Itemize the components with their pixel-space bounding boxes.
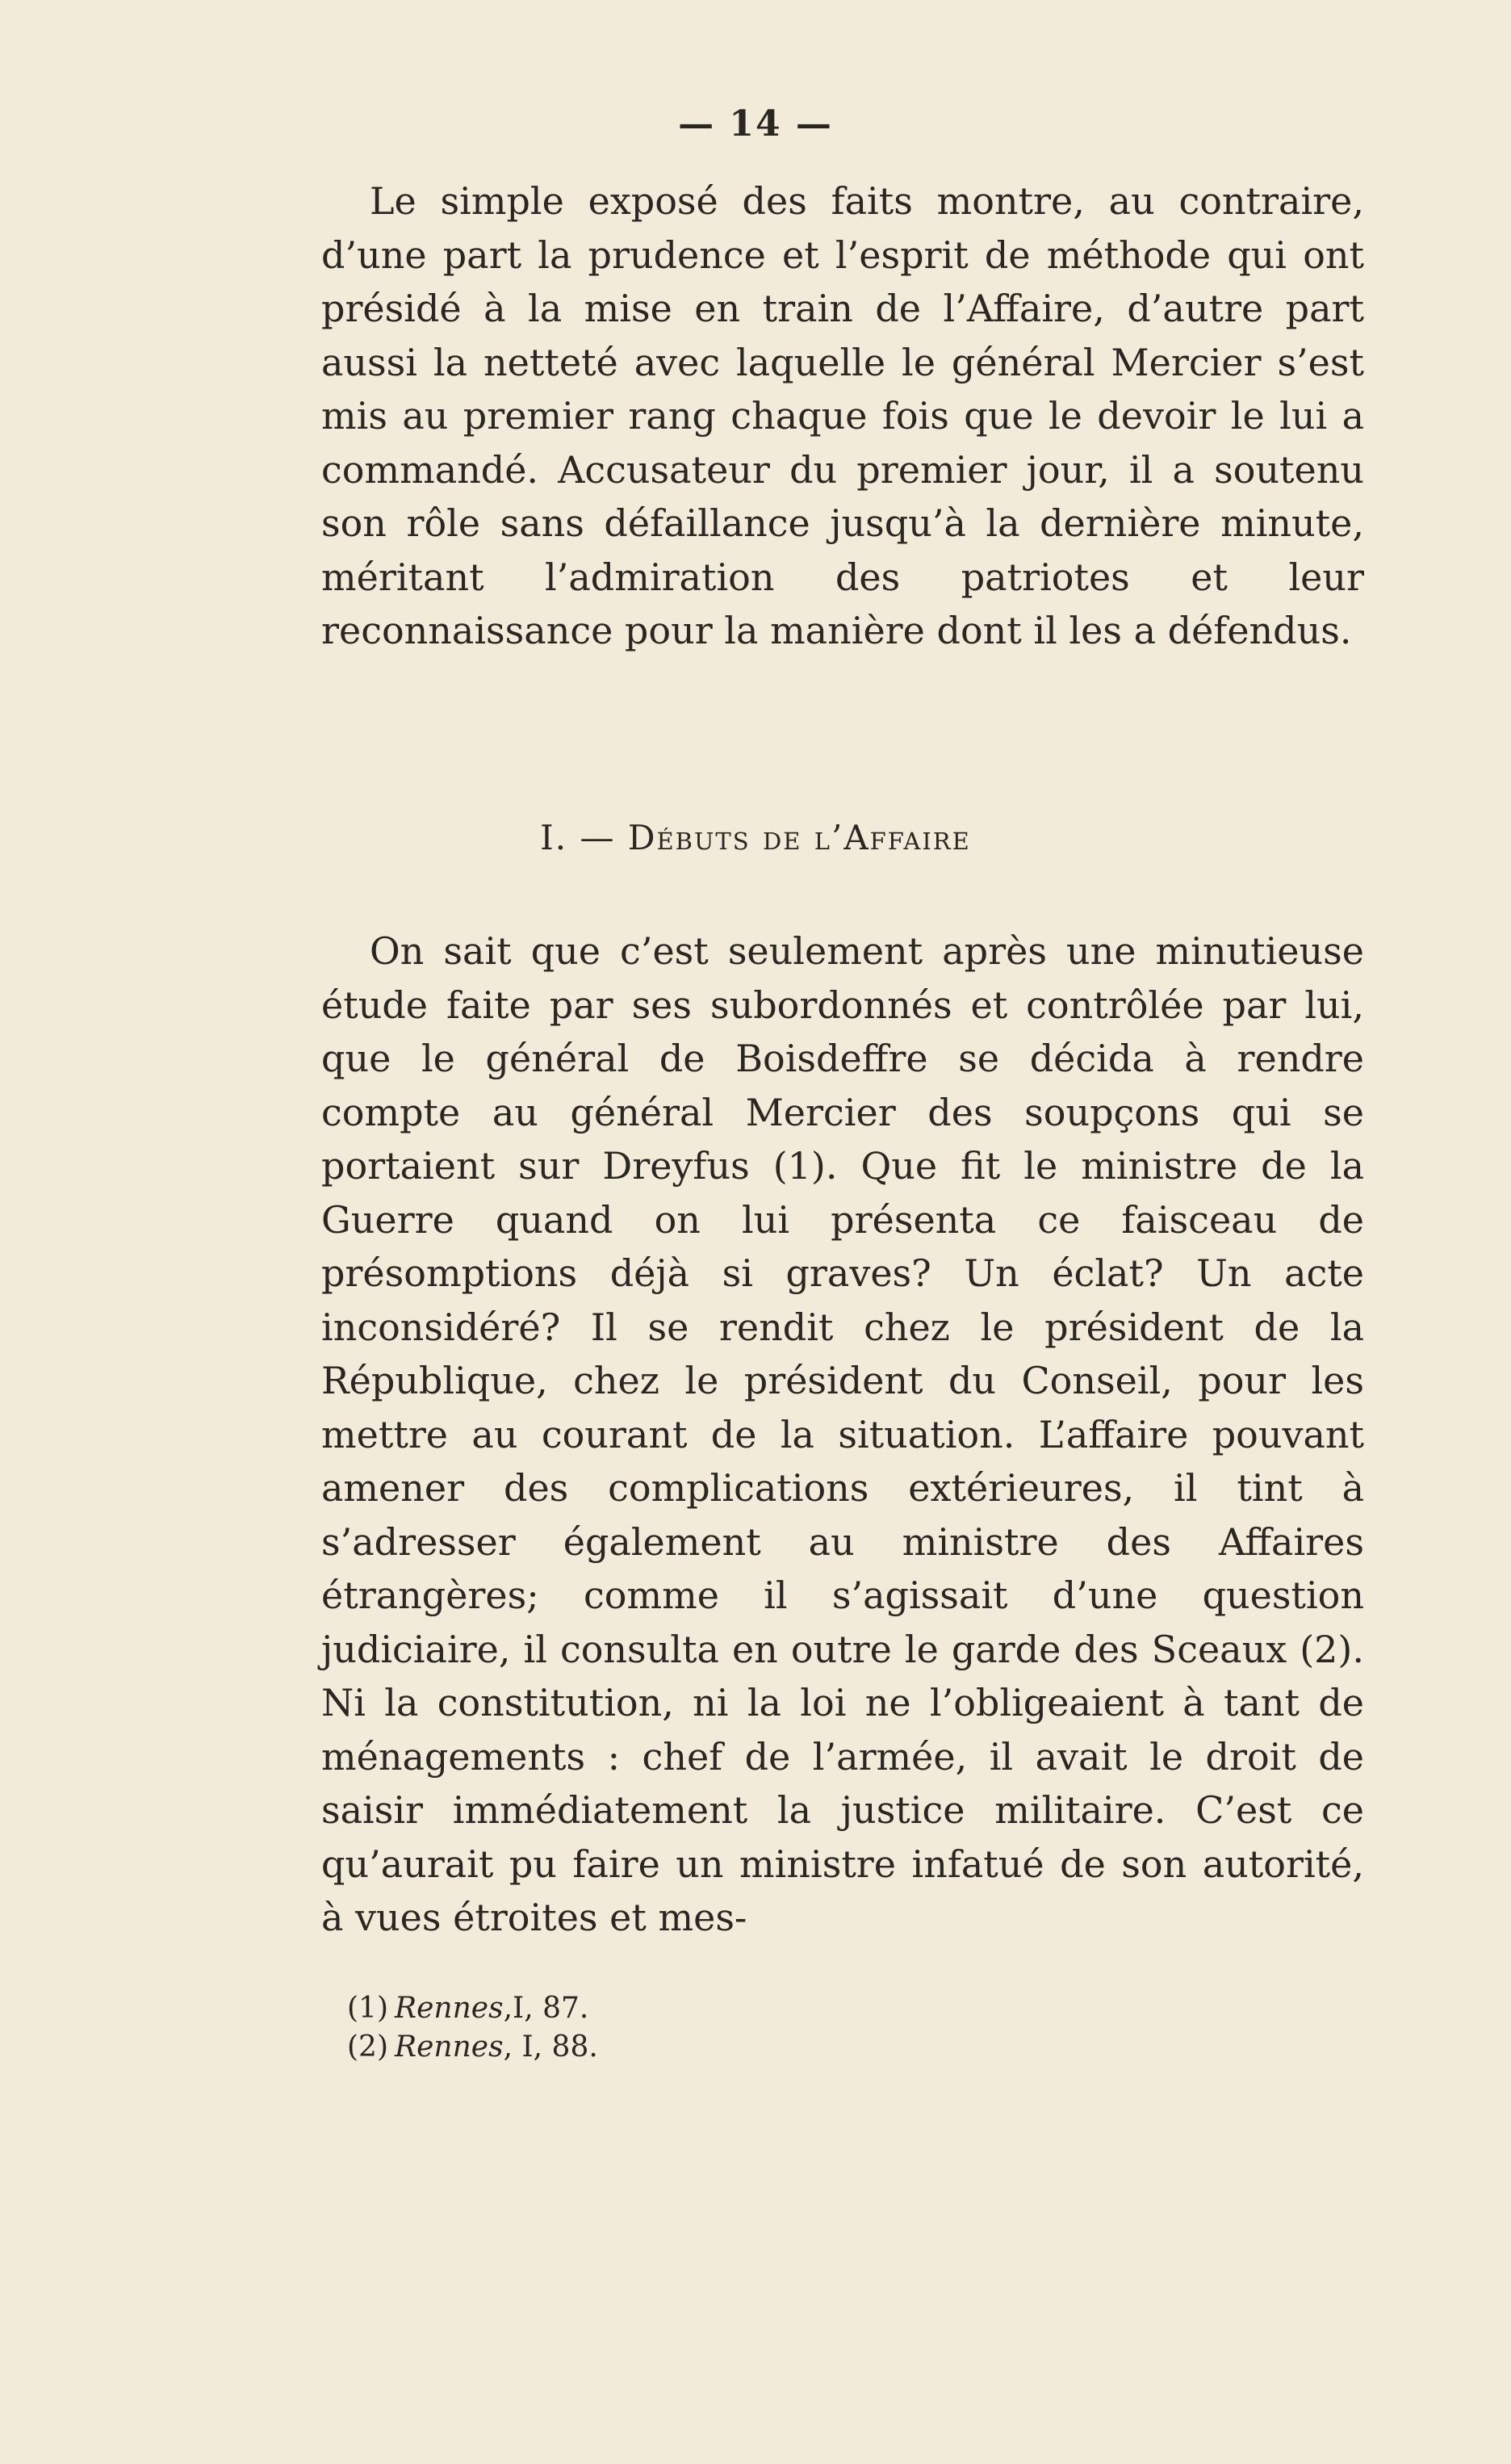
footnote-source: Rennes bbox=[395, 2030, 504, 2064]
footnote-2 bbox=[347, 2029, 912, 2066]
footnote-reference: ,I, 87. bbox=[503, 1992, 589, 2025]
footnote-source: Rennes bbox=[395, 1992, 504, 2025]
footnote-reference: , I, 88. bbox=[503, 2030, 598, 2064]
footnote-marker: (1) bbox=[347, 1992, 388, 2025]
footnote-marker: (2) bbox=[347, 2030, 388, 2064]
body-paragraph-1: Le simple exposé des faits montre, au contraire, d’une part la prudence et l’esprit de méthode qui ont présidé à la mise en train de l’Affaire, d’autre part aussi la netteté avec laquelle le général Mercier s’est mis au premier rang chaque fois que le devoir le lui a commandé. Accusateur du premier jour, il a soutenu son rôle sans défaillance jusqu’à la dernière minute, méritant l’admiration des patriotes et leur reconnaissance pour la manière dont il les a défendus. bbox=[321, 179, 1364, 652]
page-number: — 14 — bbox=[678, 103, 833, 145]
section-heading: I. — Débuts de l’Affaire bbox=[540, 818, 971, 857]
body-paragraph-2: On sait que c’est seulement après une minutieuse étude faite par ses subordonnés et contrôlée par lui, que le général de Boisdeffre se décida à rendre compte au général Mercier des soupçons qui se portaient sur Dreyfus (1). Que fit le ministre de la Guerre quand on lui présenta ce faisceau de présomptions déjà si graves? Un éclat? Un acte inconsidéré? Il se rendit chez le président de la République, chez le président du Conseil, pour les mettre au courant de la situation. L’affaire pouvant amener des complications extérieures, il tint à s’adresser également au ministre des Affaires étrangères; comme il s’agissait d’une question judiciaire, il consulta en outre le garde des Sceaux (2). Ni la constitution, ni la loi ne l’obligeaient à tant de ménagements : chef de l’armée, il avait le droit de saisir immédiatement la justice militaire. C’est ce qu’aurait pu faire un ministre infatué de son autorité, à vues étroites et mes- bbox=[321, 929, 1364, 1939]
footnote-1 bbox=[347, 1990, 912, 2027]
